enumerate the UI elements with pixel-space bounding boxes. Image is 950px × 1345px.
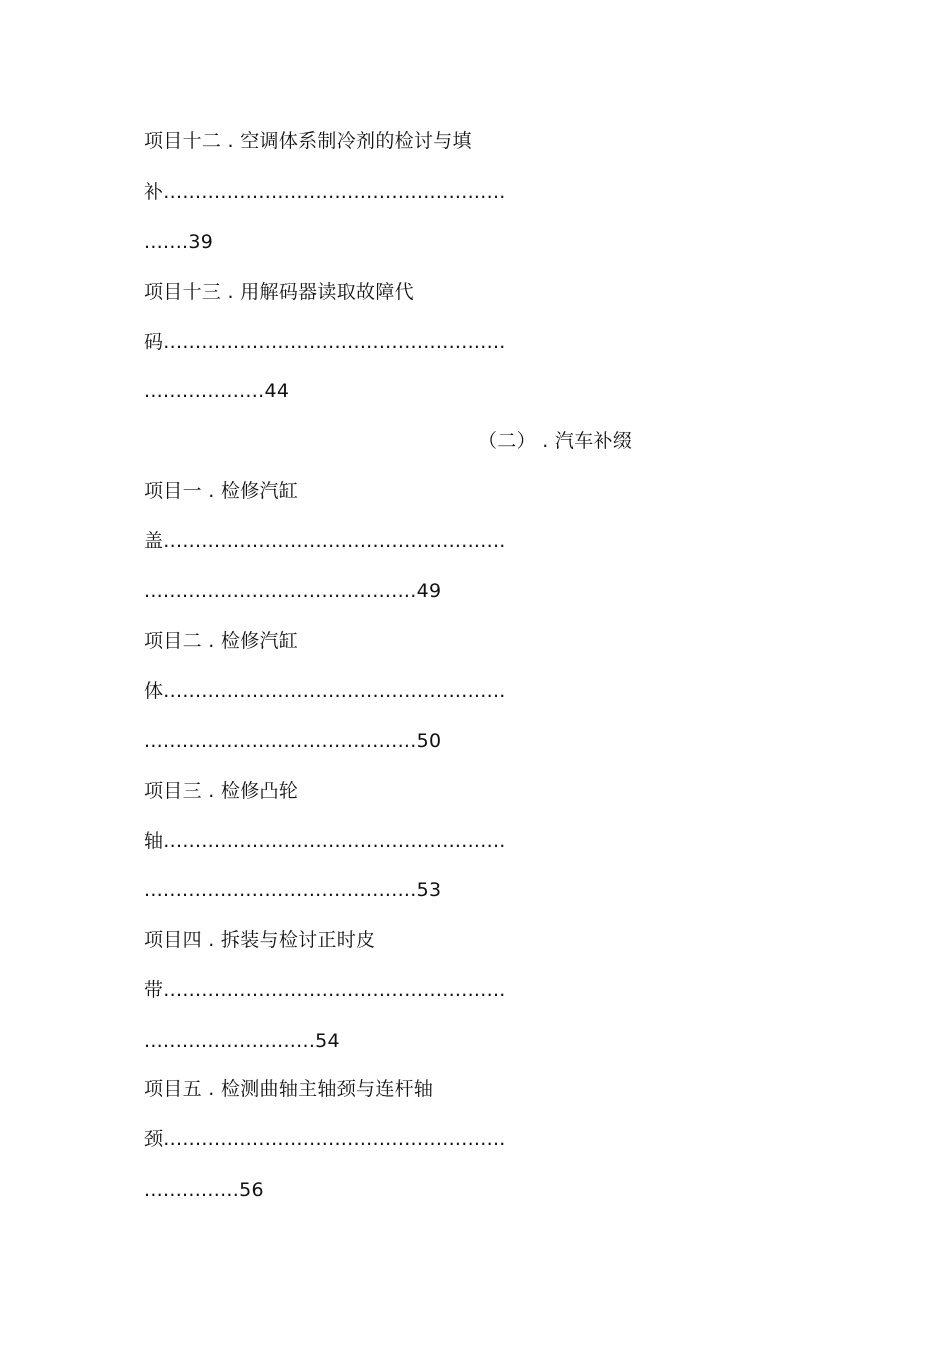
toc-item-4-title: 项目四 . 拆装与检讨正时皮 — [144, 929, 376, 951]
toc-item-3-leader: 轴...................................................... — [144, 830, 506, 852]
toc-item-4-leader: 带...................................................... — [144, 979, 506, 1001]
toc-item-5-page: ...............56 — [144, 1179, 264, 1201]
toc-item-2-leader: 体...................................................... — [144, 680, 506, 702]
toc-item-13-leader: 码...................................................... — [144, 331, 506, 353]
toc-item-13-page: ...................44 — [144, 380, 290, 402]
toc-item-1-title: 项目一 . 检修汽缸 — [144, 480, 299, 502]
toc-item-1-page: ...........................................49 — [144, 580, 442, 602]
toc-item-3-page: ...........................................53 — [144, 879, 442, 901]
toc-item-3-title: 项目三 . 检修凸轮 — [144, 780, 299, 802]
toc-item-12-title: 项目十二 . 空调体系制冷剂的检讨与填 — [144, 130, 472, 152]
toc-item-5-title: 项目五 . 检测曲轴主轴颈与连杆轴 — [144, 1078, 434, 1100]
toc-item-4-page: ...........................54 — [144, 1030, 340, 1052]
toc-item-12-page: .......39 — [144, 231, 214, 253]
toc-item-2-page: ...........................................50 — [144, 730, 442, 752]
toc-item-13-title: 项目十三 . 用解码器读取故障代 — [144, 281, 414, 303]
toc-item-5-leader: 颈...................................................... — [144, 1128, 506, 1150]
toc-item-12-leader: 补...................................................... — [144, 181, 506, 203]
toc-item-2-title: 项目二 . 检修汽缸 — [144, 630, 299, 652]
section-heading: （二） . 汽车补缀 — [478, 430, 633, 452]
toc-item-1-leader: 盖...................................................... — [144, 530, 506, 552]
